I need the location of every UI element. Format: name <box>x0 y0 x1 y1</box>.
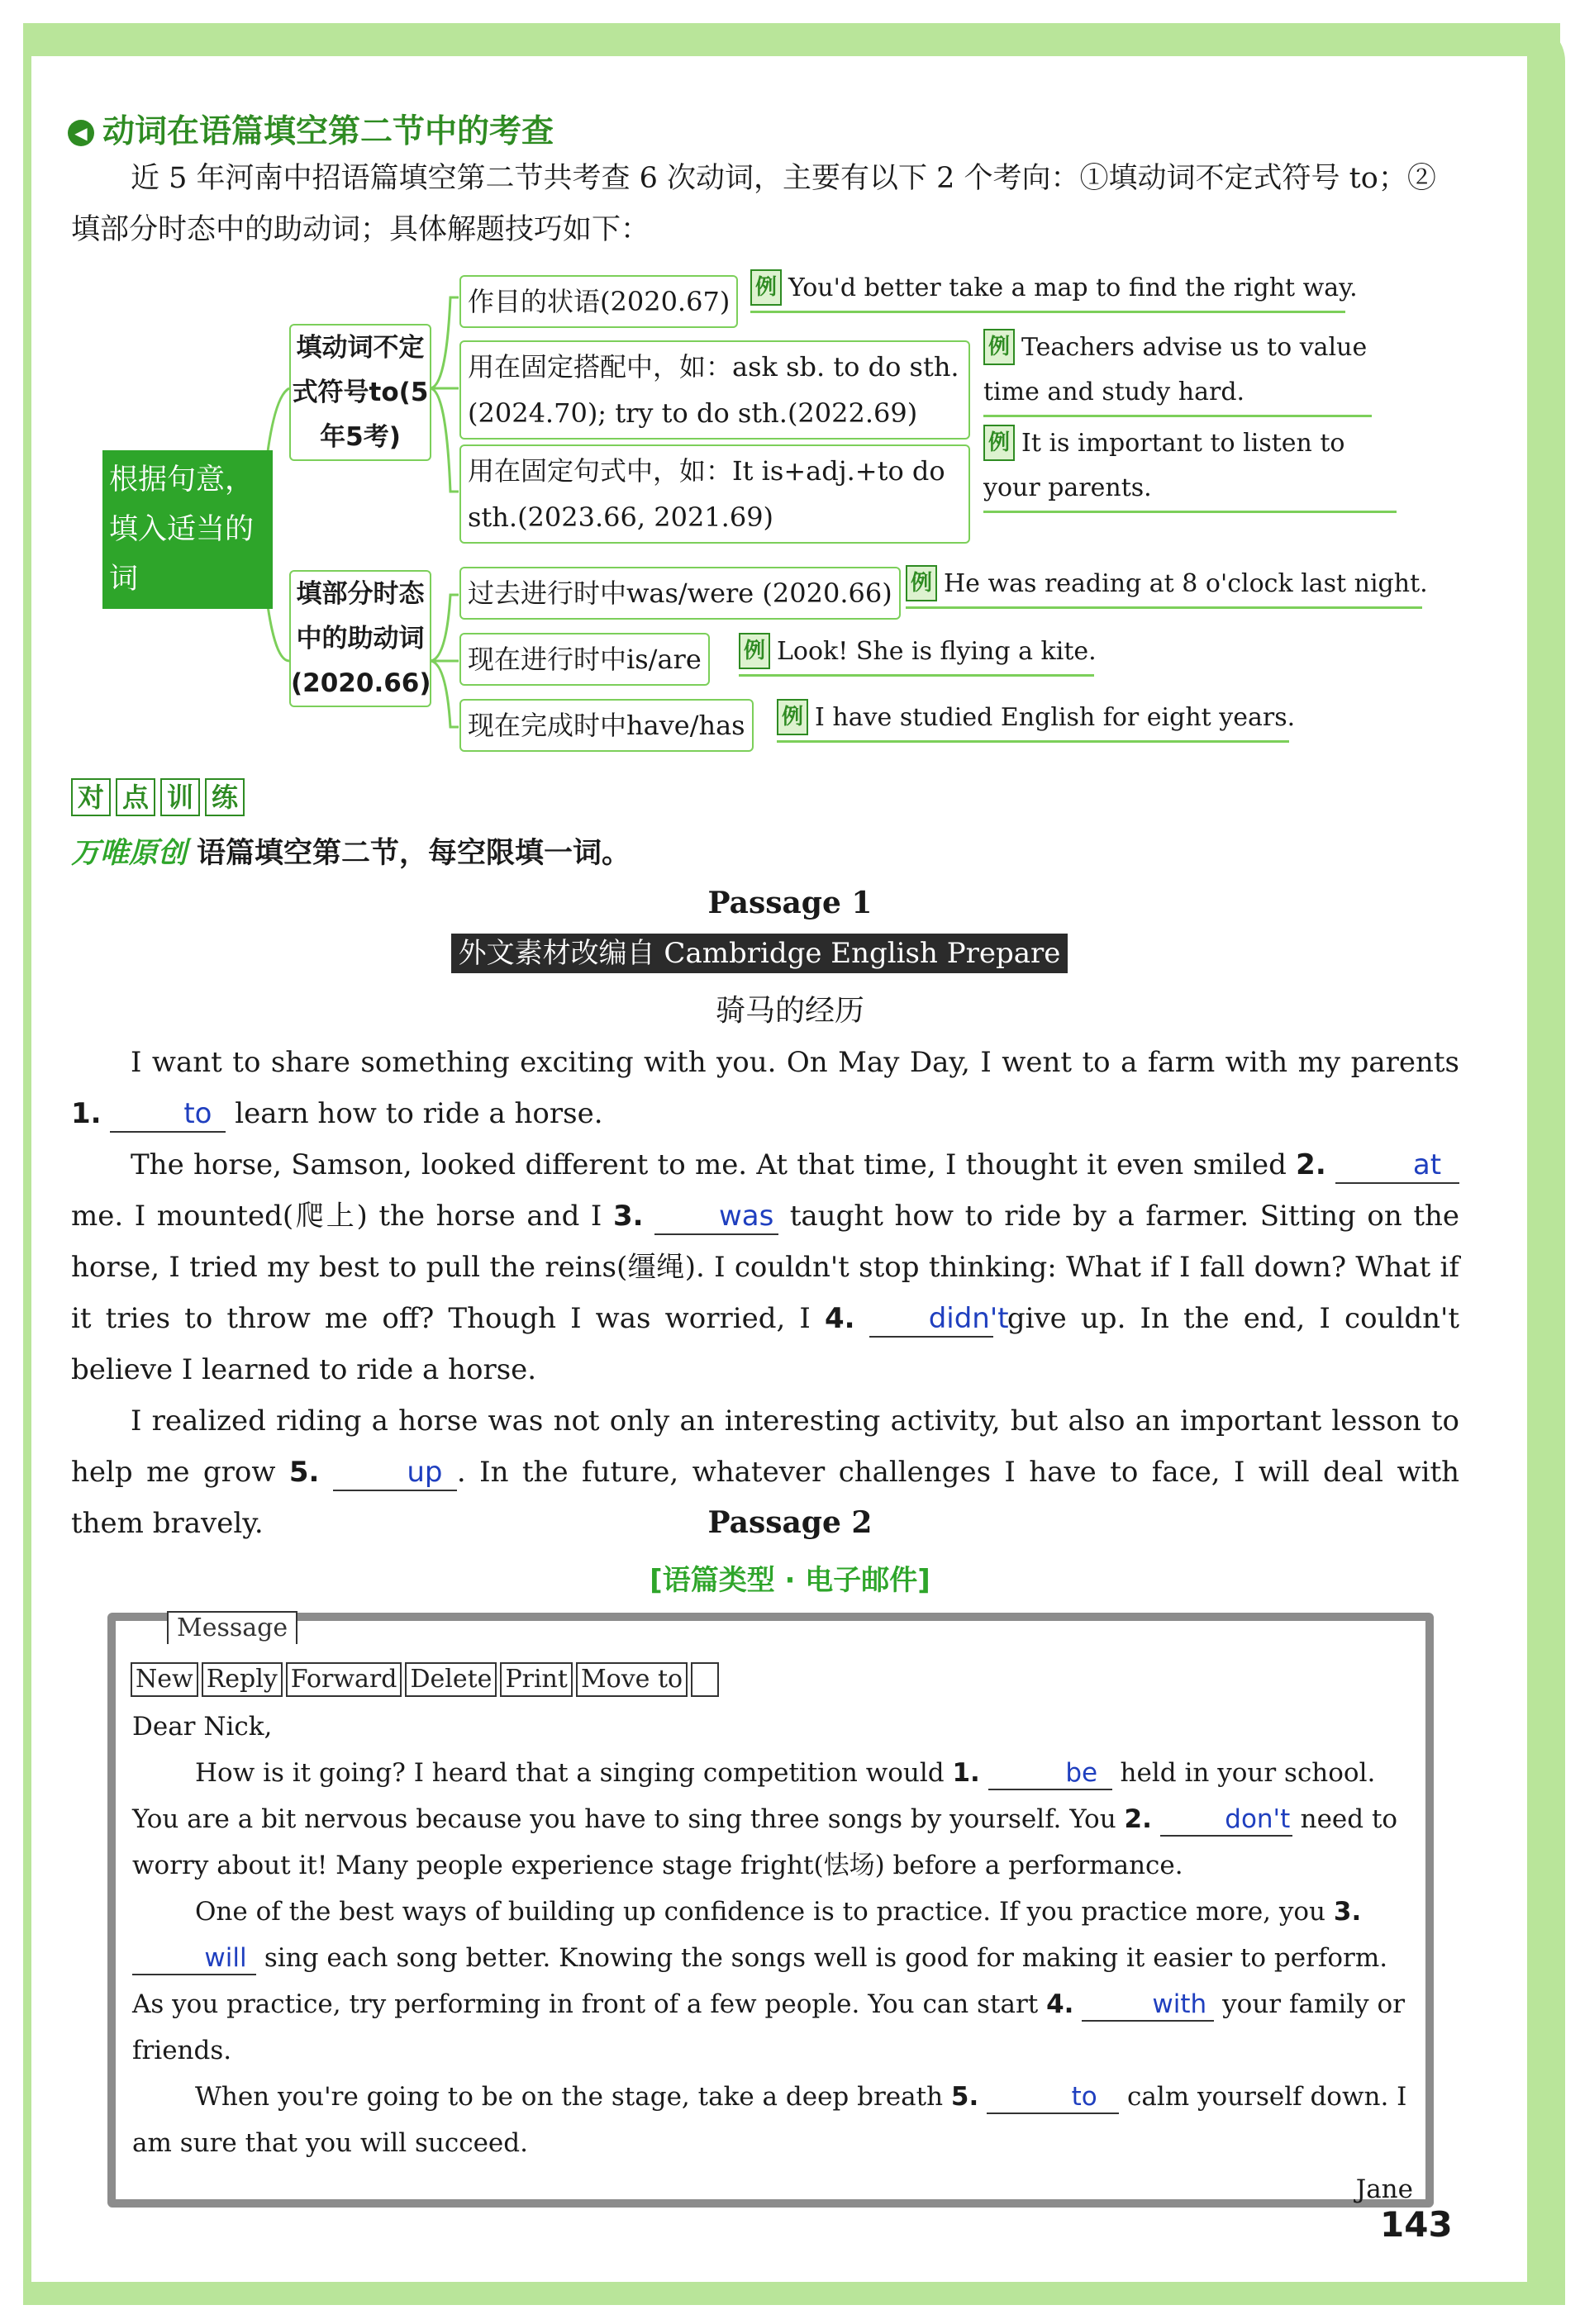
delete-button[interactable]: Delete <box>405 1662 497 1697</box>
section-intro: 近 5 年河南中招语篇填空第二节共考查 6 次动词，主要有以下 2 个考向：①填动词不定式符号 to；②填部分时态中的助动词；具体解题技巧如下： <box>71 162 1436 246</box>
mindmap-node-sentence-pattern: 用在固定句式中，如：It is+adj.+to do sth.(2023.66, 2021.69) <box>459 444 970 544</box>
page-number: 143 <box>1380 2204 1453 2245</box>
passage1-blank-4[interactable]: didn't <box>869 1302 993 1338</box>
training-instruction <box>71 830 631 872</box>
email-signature: Jane <box>1355 2174 1413 2204</box>
example-text: It is important to listen to your parents. <box>983 429 1345 502</box>
connector-branch2-node3 <box>430 661 459 727</box>
example-tag: 例 <box>906 565 937 601</box>
passage2-blank-1[interactable]: be <box>988 1758 1112 1790</box>
passage1-blank-3[interactable]: was <box>654 1200 778 1235</box>
passage2-type: [语篇类型 · 电子邮件] <box>650 1564 930 1597</box>
training-char: 练 <box>205 778 245 816</box>
mindmap-node-past-continuous: 过去进行时中was/were (2020.66) <box>459 567 901 620</box>
passage1-paragraph: The horse, Samson, looked different to me. At that time, I thought it even smiled 2. at me. I mounted(爬上) the horse and I 3. was taught how to ride by a farmer. Sitting on the horse, I tried my best to pull the reins(缰绳). I couldn't stop thinking: What if I fall down? What if it tries to throw me off? Though I was worried, I 4. didn't give up. In the end, I couldn't believe I learned to ride a horse. <box>71 1148 1460 1386</box>
page-frame-bottom <box>23 2282 1565 2305</box>
example-tag: 例 <box>983 425 1015 461</box>
training-char: 点 <box>116 778 155 816</box>
blank-number: 4. <box>1046 1989 1074 2019</box>
passage2-blank-5[interactable]: to <box>987 2082 1119 2114</box>
blank-number: 5. <box>288 1456 320 1489</box>
mindmap-root: 根据句意，填入适当的词 <box>102 450 273 609</box>
mindmap-example-1 <box>750 266 1358 313</box>
blank-number: 2. <box>1124 1804 1152 1834</box>
mindmap-node-present-continuous: 现在进行时中is/are <box>459 633 710 686</box>
blank-number: 5. <box>950 2082 979 2112</box>
mindmap-example-6 <box>777 696 1296 743</box>
example-tag: 例 <box>739 633 770 669</box>
email-toolbar <box>131 1662 722 1697</box>
instruction-text: 语篇填空第二节，每空限填一词。 <box>197 837 631 870</box>
speaker-icon: ◀ <box>68 120 94 146</box>
blank-number: 3. <box>612 1200 644 1233</box>
passage1-blank-2[interactable]: at <box>1335 1148 1459 1184</box>
reply-button[interactable]: Reply <box>202 1662 283 1697</box>
passage1-heading: Passage 1 <box>707 886 873 920</box>
example-text: I have studied English for eight years. <box>815 703 1296 732</box>
move-to-button[interactable]: Move to <box>576 1662 688 1697</box>
example-text: You'd better take a map to find the right way. <box>788 273 1358 302</box>
passage2-blank-3[interactable]: will <box>132 1943 256 1975</box>
training-char: 训 <box>160 778 200 816</box>
blank-number: 4. <box>824 1302 855 1335</box>
example-tag: 例 <box>750 269 782 306</box>
email-paragraph: How is it going? I heard that a singing competition would 1. be held in your school. You are a bit nervous because you have to sing three songs by yourself. You 2. don't need to worry about it! Many people experience stage fright(怯场) before a performance. <box>132 1758 1398 1880</box>
section-title-text: 动词在语篇填空第二节中的考查 <box>102 113 554 150</box>
passage2-heading: Passage 2 <box>707 1505 873 1540</box>
connector-branch1-node3 <box>430 388 459 492</box>
example-text: Look! She is flying a kite. <box>777 637 1097 666</box>
brand-label: 万唯原创 <box>71 837 188 870</box>
passage1-text <box>71 1037 1459 1549</box>
new-button[interactable]: New <box>131 1662 198 1697</box>
blank-number: 1. <box>71 1097 102 1130</box>
email-paragraph: When you're going to be on the stage, take a deep breath 5. to calm yourself down. I am sure that you will succeed. <box>132 2082 1407 2158</box>
mindmap-example-2 <box>983 326 1372 417</box>
example-text: He was reading at 8 o'clock last night. <box>944 569 1428 598</box>
passage1-paragraph: I realized riding a horse was not only an interesting activity, but also an important lesson to help me grow 5. up . In the future, whatever challenges I have to face, I will deal with them bravely. <box>71 1404 1460 1540</box>
mindmap-node-collocation: 用在固定搭配中，如：ask sb. to do sth.(2024.70); try to do sth.(2022.69) <box>459 340 970 440</box>
email-window <box>107 1613 1434 2208</box>
blank-number: 1. <box>952 1758 980 1788</box>
print-button[interactable]: Print <box>500 1662 573 1697</box>
blank-number: 3. <box>1333 1897 1362 1927</box>
mindmap-example-5 <box>739 630 1097 677</box>
passage1-blank-1[interactable]: to <box>110 1097 226 1133</box>
passage1-source: 外文素材改编自 Cambridge English Prepare <box>451 934 1068 973</box>
mindmap-example-4 <box>906 562 1428 609</box>
passage1-paragraph: I want to share something exciting with you. On May Day, I went to a farm with my parents 1. to learn how to ride a horse. <box>71 1037 1459 1139</box>
passage2-blank-4[interactable]: with <box>1082 1989 1214 2022</box>
email-tab[interactable]: Message <box>167 1611 297 1644</box>
passage2-blank-2[interactable]: don't <box>1160 1804 1292 1837</box>
training-char: 对 <box>71 778 111 816</box>
connector-branch1-node1 <box>430 297 459 388</box>
mindmap-node-present-perfect: 现在完成时中have/has <box>459 699 754 752</box>
email-body <box>132 1704 1413 2212</box>
example-tag: 例 <box>777 699 808 735</box>
mindmap-branch-auxiliary: 填部分时态中的助动词(2020.66) <box>289 570 431 707</box>
training-header <box>71 778 250 816</box>
passage1-blank-5[interactable]: up <box>333 1456 457 1491</box>
example-text: Teachers advise us to value time and study hard. <box>983 333 1368 406</box>
forward-button[interactable]: Forward <box>286 1662 402 1697</box>
email-greeting: Dear Nick, <box>132 1712 273 1742</box>
passage1-title: 骑马的经历 <box>715 994 864 1028</box>
email-paragraph: One of the best ways of building up confidence is to practice. If you practice more, you 3. will sing each song better. Knowing the songs well is good for making it easier to perform. As you practice, try performing in front of a few people. You can start 4. with your family or friends. <box>132 1897 1406 2065</box>
example-tag: 例 <box>983 329 1015 365</box>
connector-branch2-node1 <box>430 595 459 661</box>
blank-number: 2. <box>1296 1148 1326 1181</box>
mindmap-node-purpose: 作目的状语(2020.67) <box>459 275 738 328</box>
mindmap-example-3 <box>983 421 1397 513</box>
mindmap-branch-infinitive: 填动词不定式符号to(5年5考) <box>289 324 431 461</box>
move-to-target-box[interactable] <box>691 1662 719 1697</box>
